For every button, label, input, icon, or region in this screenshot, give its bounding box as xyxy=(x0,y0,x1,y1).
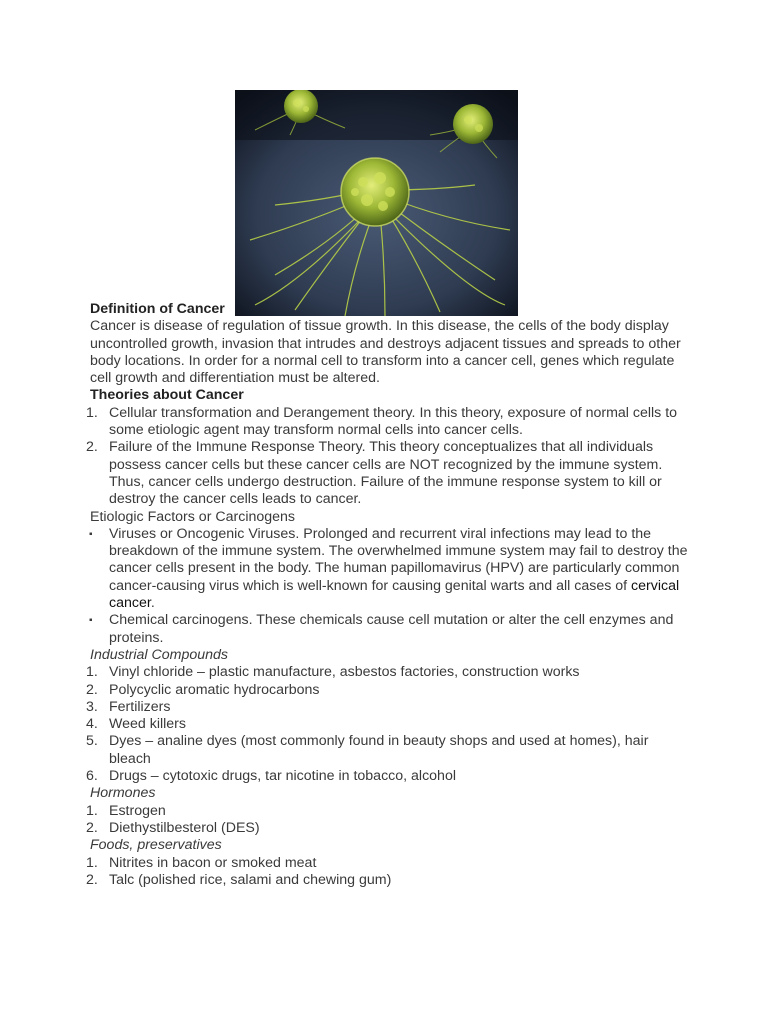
list-number: 6. xyxy=(86,768,98,785)
list-number: 3. xyxy=(86,698,98,715)
list-number: 2. xyxy=(86,819,98,836)
list-item xyxy=(86,768,690,785)
list-number: 4. xyxy=(86,716,98,733)
list-item-text: Nitrites in bacon or smoked meat xyxy=(109,854,317,871)
list-number: 2. xyxy=(86,439,98,456)
list-item-text: Estrogen xyxy=(109,802,166,819)
list-item xyxy=(86,871,690,889)
list-number: 1. xyxy=(86,664,98,681)
list-number: 1. xyxy=(86,802,98,819)
list-item-text: Talc (polished rice, salami and chewing gum) xyxy=(109,871,392,888)
list-number: 5. xyxy=(86,733,98,750)
foods-list xyxy=(86,854,690,890)
definition-heading: Definition of Cancer xyxy=(90,301,225,317)
industrial-list xyxy=(86,664,690,785)
list-item-text: Cellular transformation and Derangement theory. In this theory, exposure of normal cells to some etiologic agent may transform normal cells into cancer cells. xyxy=(109,404,678,439)
list-item-text: Vinyl chloride – plastic manufacture, asbestos factories, construction works xyxy=(109,664,580,681)
etiologic-heading: Etiologic Factors or Carcinogens xyxy=(90,508,296,525)
list-item-text: Dyes – analine dyes (most commonly found in beauty shops and used at homes), hair bleach xyxy=(109,733,649,767)
list-item-text: Polycyclic aromatic hydrocarbons xyxy=(109,681,320,698)
bullet-icon: ▪ xyxy=(89,528,93,540)
list-number: 2. xyxy=(86,681,98,698)
list-item xyxy=(86,664,690,681)
list-item-text: Drugs – cytotoxic drugs, tar nicotine in tobacco, alcohol xyxy=(109,768,456,785)
list-item xyxy=(86,681,690,699)
list-item-text: Fertilizers xyxy=(109,698,171,715)
list-item-text: Weed killers xyxy=(109,716,187,733)
list-number: 1. xyxy=(86,404,98,421)
list-item xyxy=(90,612,690,647)
list-item xyxy=(86,716,690,733)
list-item xyxy=(86,698,690,716)
article-body xyxy=(86,301,690,889)
foods-heading: Foods, preservatives xyxy=(90,837,222,854)
list-item-text: Failure of the Immune Response Theory. This theory conceptualizes that all individuals possess cancer cells but these cancer cells are NOT recognized by the immune system. Thus, cancer cells undergo destruction. Failure of the immune response system to kill or destroy the cancer cells leads to cancer. xyxy=(109,439,663,508)
industrial-heading: Industrial Compounds xyxy=(90,646,229,663)
list-item xyxy=(86,854,690,872)
list-item xyxy=(86,819,690,837)
definition-paragraph: Cancer is disease of regulation of tissue growth. In this disease, the cells of the body display uncontrolled growth, invasion that intrudes and destroys adjacent tissues and spreads to other body locations. In order for a normal cell to transform into a cancer cell, genes which regulate cell growth and differentiation must be altered. xyxy=(90,318,681,387)
bullet-icon: ▪ xyxy=(89,615,93,627)
list-item xyxy=(90,526,690,612)
list-item xyxy=(86,439,690,508)
hormones-heading: Hormones xyxy=(90,785,156,802)
list-item xyxy=(86,733,690,768)
list-item-text: Diethystilbesterol (DES) xyxy=(109,819,260,836)
etiologic-list xyxy=(90,526,690,647)
cancer-cells-image xyxy=(235,90,518,316)
chemical-text: Chemical carcinogens. These chemicals cause cell mutation or alter the cell enzymes and proteins. xyxy=(109,612,674,646)
list-item xyxy=(86,404,690,440)
theories-heading: Theories about Cancer xyxy=(90,387,244,404)
hormones-list xyxy=(86,802,690,838)
cancer-cells-illustration xyxy=(235,90,518,316)
list-number: 2. xyxy=(86,871,98,888)
viruses-end: . xyxy=(150,595,155,612)
theories-list xyxy=(86,404,690,509)
list-number: 1. xyxy=(86,854,98,871)
viruses-text: Viruses or Oncogenic Viruses. Prolonged and recurrent viral infections may lead to the breakdown of the immune system. The overwhelmed immune system may fail to destroy the cancer cells present in the body. The human papillomavirus (HPV) are particularly common cancer-causing virus which is well-known for causing genital warts and all cases of xyxy=(109,525,688,594)
list-item xyxy=(86,802,690,820)
cervical-cancer-link[interactable]: cervical cancer xyxy=(109,577,680,612)
